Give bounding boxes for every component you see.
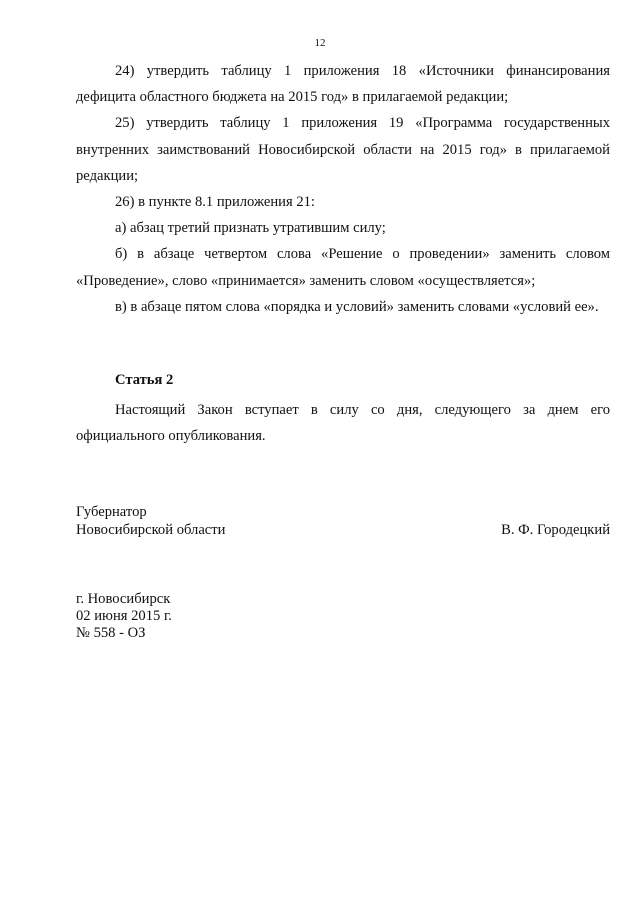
page-number: 12 [314, 37, 326, 49]
article-text: Настоящий Закон вступает в силу со дня, следующего за днем его официального опубликования. [76, 402, 610, 445]
signature-row [76, 521, 610, 539]
signature-block [76, 503, 610, 539]
footer-number: № 558 - ОЗ [76, 625, 146, 641]
paragraph-26-b: б) в абзаце четвертом слова «Решение о проведении» заменить словом «Проведение», слово «принимается» заменить словом «осуществляется»; [76, 246, 610, 289]
article-heading: Статья 2 [115, 372, 174, 388]
paragraph-24: 24) утвердить таблицу 1 приложения 18 «Источники финансирования дефицита областного бюджета на 2015 год» в прилагаемой редакции; [76, 63, 610, 106]
signatory-name: В. Ф. Городецкий [501, 522, 610, 538]
signatory-title: Губернатор [76, 504, 147, 520]
amendment-list [76, 58, 610, 320]
paragraph-26-a: а) абзац третий признать утратившим силу; [115, 220, 386, 237]
paragraph-26: 26) в пункте 8.1 приложения 21: [115, 194, 315, 211]
footer-city: г. Новосибирск [76, 591, 171, 607]
signatory-region: Новосибирской области [76, 522, 226, 538]
article-body [76, 397, 610, 449]
paragraph-25: 25) утвердить таблицу 1 приложения 19 «Программа государственных внутренних заимствований Новосибирской области на 2015 год» в прилагаемой редакции; [76, 115, 610, 184]
document-footer [76, 591, 172, 642]
paragraph-26-v: в) в абзаце пятом слова «порядка и условий» заменить словами «условий ее». [115, 298, 599, 315]
footer-date: 02 июня 2015 г. [76, 608, 172, 624]
